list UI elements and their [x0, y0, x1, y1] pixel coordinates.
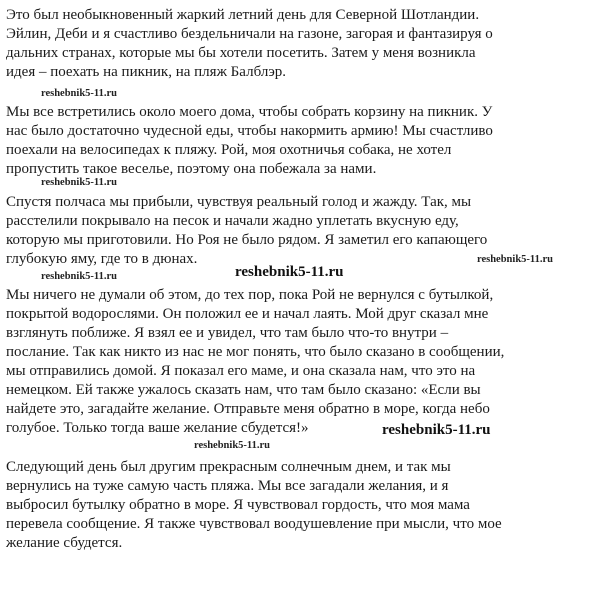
text-line: покрытой водорослями. Он положил ее и начал лаять. Мой друг сказал мне: [6, 306, 489, 322]
text-line: Эйлин, Деби и я счастливо бездельничали на газоне, загорая и фантазируя о: [6, 26, 493, 42]
text-line: перевела сообщение. Я также чувствовал воодушевление при мысли, что мое: [6, 516, 502, 532]
paragraph-2: [6, 103, 596, 179]
text-line: немецком. Ей также ужалось сказать нам, что там было сказано: «Если вы: [6, 382, 481, 398]
paragraph-4: [6, 286, 596, 438]
text-line: глубокую яму, где то в дюнах.: [6, 251, 198, 267]
text-line: расстелили покрывало на песок и начали жадно уплетать вкусную еду,: [6, 213, 459, 229]
text-line: пропустить такое веселье, поэтому она побежала за нами.: [6, 161, 377, 177]
text-line: послание. Так как никто из нас не мог понять, что было сказано в сообщении,: [6, 344, 505, 360]
text-line: нас было достаточно чудесной еды, чтобы накормить армию! Мы счастливо: [6, 123, 493, 139]
text-line: Мы ничего не думали об этом, до тех пор, пока Рой не вернулся с бутылкой,: [6, 287, 494, 303]
text-line: Спустя полчаса мы прибыли, чувствуя реальный голод и жажду. Так, мы: [6, 194, 472, 210]
watermark-small: reshebnik5-11.ru: [41, 177, 117, 188]
text-line: взглянуть поближе. Я взял ее и увидел, что там было что-то внутри –: [6, 325, 449, 341]
paragraph-5: [6, 458, 596, 553]
text-line: Мы все встретились около моего дома, чтобы собрать корзину на пикник. У: [6, 104, 493, 120]
watermark-large: reshebnik5-11.ru: [235, 264, 344, 280]
text-line: поехали на велосипедах к пляжу. Рой, моя охотничья собака, не хотел: [6, 142, 452, 158]
watermark-large: reshebnik5-11.ru: [382, 422, 491, 438]
text-line: дальних странах, которые мы бы хотели посетить. Затем у меня возникла: [6, 45, 476, 61]
text-line: найдете это, загадайте желание. Отправьте меня обратно в море, когда небо: [6, 401, 490, 417]
text-line: Это был необыкновенный жаркий летний день для Северной Шотландии.: [6, 7, 480, 23]
text-line: идея – поехать на пикник, на пляж Балблэр.: [6, 64, 287, 80]
watermark-small: reshebnik5-11.ru: [41, 88, 117, 99]
text-line: выбросил бутылку обратно в море. Я чувствовал гордость, что моя мама: [6, 497, 470, 513]
text-line: вернулись на туже самую часть пляжа. Мы все загадали желания, и я: [6, 478, 449, 494]
watermark-small: reshebnik5-11.ru: [477, 254, 553, 265]
paragraph-1: [6, 6, 596, 82]
watermark-small: reshebnik5-11.ru: [41, 271, 117, 282]
text-line: Следующий день был другим прекрасным солнечным днем, и так мы: [6, 459, 451, 475]
text-line: голубое. Только тогда ваше желание сбудется!»: [6, 420, 309, 436]
text-line: которую мы приготовили. Но Роя не было рядом. Я заметил его капающего: [6, 232, 488, 248]
text-line: желание сбудется.: [6, 535, 123, 551]
text-line: мы отправились домой. Я показал его маме, и она сказала нам, что это на: [6, 363, 476, 379]
watermark-small: reshebnik5-11.ru: [194, 440, 270, 451]
